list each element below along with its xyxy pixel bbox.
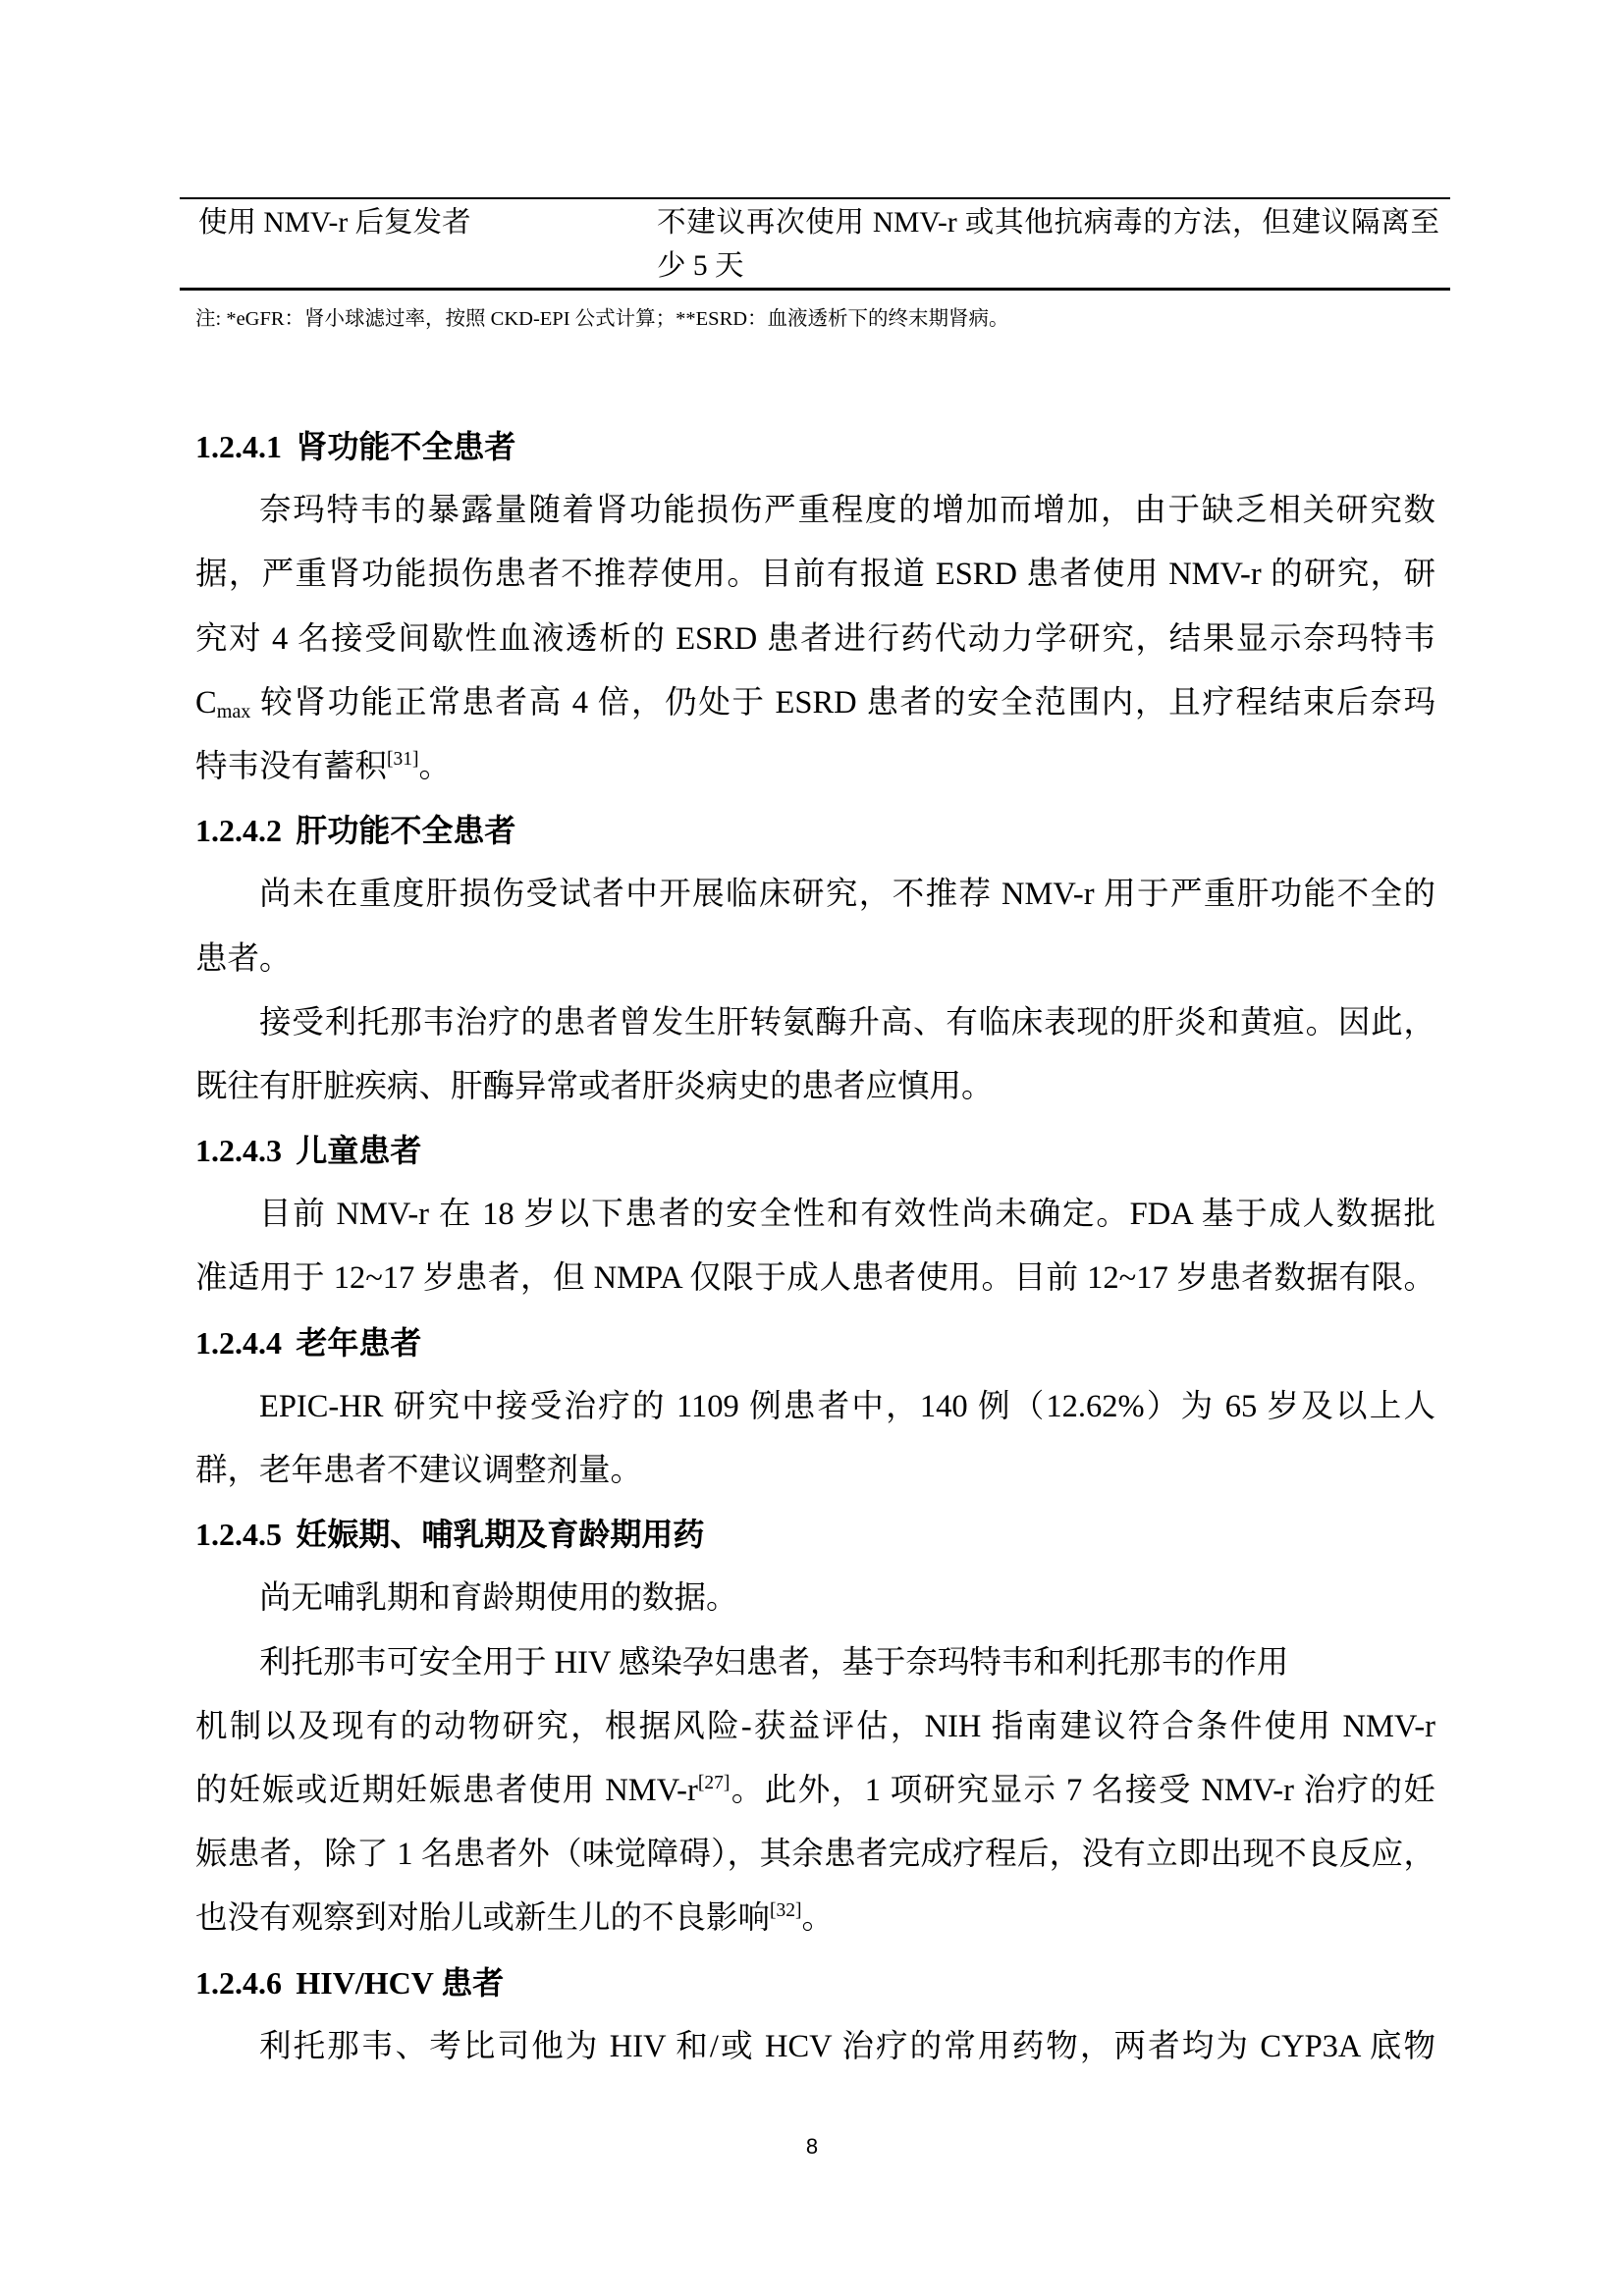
text-line: 群，老年患者不建议调整剂量。 [195, 1453, 643, 1488]
section-heading [195, 1951, 1435, 2015]
text-line: 利托那韦、考比司他为 HIV 和/或 HCV 治疗的常用药物，两者均为 CYP3A 底物 [259, 2028, 1435, 2064]
table-continuation [180, 197, 1450, 291]
citation-superscript: [31] [387, 748, 419, 770]
text-line: 既往有肝脏疾病、肝酶异常或者肝炎病史的患者应慎用。 [195, 1068, 994, 1104]
text-line: 奈玛特韦的暴露量随着肾功能损伤严重程度的增加而增加，由于缺乏相关研究数 [259, 493, 1435, 529]
section-number: 1.2.4.2 [195, 813, 282, 849]
paragraph [195, 479, 1435, 799]
text-line [195, 735, 1435, 799]
line-text: 较肾功能正常患者高 4 倍，仍处于 ESRD 患者的安全范围内，且疗程结束后奈玛 [250, 684, 1435, 721]
section-title: 妊娠期、哺乳期及育龄期用药 [296, 1517, 705, 1553]
section-heading [195, 415, 1435, 479]
line-text: 也没有观察到对胎儿或新生儿的不良影响 [195, 1900, 771, 1937]
symbol-base: C [195, 684, 217, 721]
paragraph [195, 863, 1435, 990]
section-title: HIV/HCV 患者 [296, 1964, 505, 2001]
line-text: 。此外，1 项研究显示 7 名接受 NMV-r 治疗的妊 [730, 1772, 1435, 1808]
line-text: 的妊娠或近期妊娠患者使用 NMV-r [195, 1772, 698, 1808]
paragraph [195, 991, 1435, 1119]
section-number: 1.2.4.5 [195, 1517, 282, 1553]
text-line: 利托那韦可安全用于 HIV 感染孕妇患者，基于奈玛特韦和利托那韦的作用 [259, 1644, 1289, 1681]
text-line [195, 1887, 1435, 1950]
page-number: 8 [805, 2134, 819, 2159]
text-line: 据，严重肾功能损伤患者不推荐使用。目前有报道 ESRD 患者使用 NMV-r 的研究，研 [195, 557, 1435, 593]
document-body [195, 415, 1435, 2079]
text-line: 尚无哺乳期和育龄期使用的数据。 [259, 1580, 738, 1617]
paragraph [195, 1631, 1435, 1951]
text-line: 机制以及现有的动物研究，根据风险-获益评估，NIH 指南建议符合条件使用 NMV-r [195, 1708, 1435, 1744]
text-line [195, 1759, 1435, 1823]
citation-superscript: [27] [697, 1772, 731, 1793]
section-heading [195, 1503, 1435, 1567]
line-text: 。 [418, 748, 452, 784]
section-heading [195, 1119, 1435, 1183]
table-cell-line: 不建议再次使用 NMV-r 或其他抗病毒的方法，但建议隔离至 [657, 207, 1439, 239]
section-title: 肝功能不全患者 [296, 813, 516, 849]
paragraph [195, 2015, 1435, 2079]
table-cell-condition: 使用 NMV-r 后复发者 [198, 207, 471, 239]
table-cell-recommendation [657, 201, 1439, 288]
text-line: 目前 NMV-r 在 18 岁以下患者的安全性和有效性尚未确定。FDA 基于成人数据批 [259, 1197, 1435, 1233]
section-heading [195, 1311, 1435, 1375]
text-line: 尚未在重度肝损伤受试者中开展临床研究，不推荐 NMV-r 用于严重肝功能不全的 [259, 877, 1435, 913]
text-line: EPIC-HR 研究中接受治疗的 1109 例患者中，140 例（12.62%）为 65 岁及以上人 [259, 1388, 1435, 1424]
subscript: max [216, 701, 251, 723]
table-cell-line: 少 5 天 [657, 250, 744, 282]
section-heading [195, 799, 1435, 863]
section-title: 肾功能不全患者 [296, 429, 516, 464]
section-title: 儿童患者 [296, 1133, 422, 1169]
text-line: 娠患者，除了 1 名患者外（味觉障碍），其余患者完成疗程后，没有立即出现不良反应， [195, 1837, 1435, 1873]
citation-superscript: [32] [770, 1900, 802, 1922]
section-number: 1.2.4.4 [195, 1324, 282, 1361]
paragraph [195, 1375, 1435, 1503]
text-line: 患者。 [195, 940, 292, 977]
section-number: 1.2.4.3 [195, 1133, 282, 1169]
line-text: 。 [801, 1900, 835, 1937]
section-number: 1.2.4.1 [195, 429, 282, 464]
line-text: 特韦没有蓄积 [195, 748, 388, 784]
section-number: 1.2.4.6 [195, 1964, 282, 2001]
text-line: 准适用于 12~17 岁患者，但 NMPA 仅限于成人患者使用。目前 12~17 岁患者数据有限。 [195, 1260, 1435, 1297]
paragraph [195, 1567, 1435, 1630]
text-line: 接受利托那韦治疗的患者曾发生肝转氨酶升高、有临床表现的肝炎和黄疸。因此， [259, 1004, 1435, 1041]
text-line: 究对 4 名接受间歇性血液透析的 ESRD 患者进行药代动力学研究，结果显示奈玛特韦 [195, 620, 1435, 657]
paragraph [195, 1183, 1435, 1310]
text-line [195, 671, 1435, 735]
section-title: 老年患者 [296, 1324, 422, 1361]
table-footnote: 注: *eGFR：肾小球滤过率，按照 CKD-EPI 公式计算；**ESRD：血液透析下的终末期肾病。 [195, 308, 1009, 330]
